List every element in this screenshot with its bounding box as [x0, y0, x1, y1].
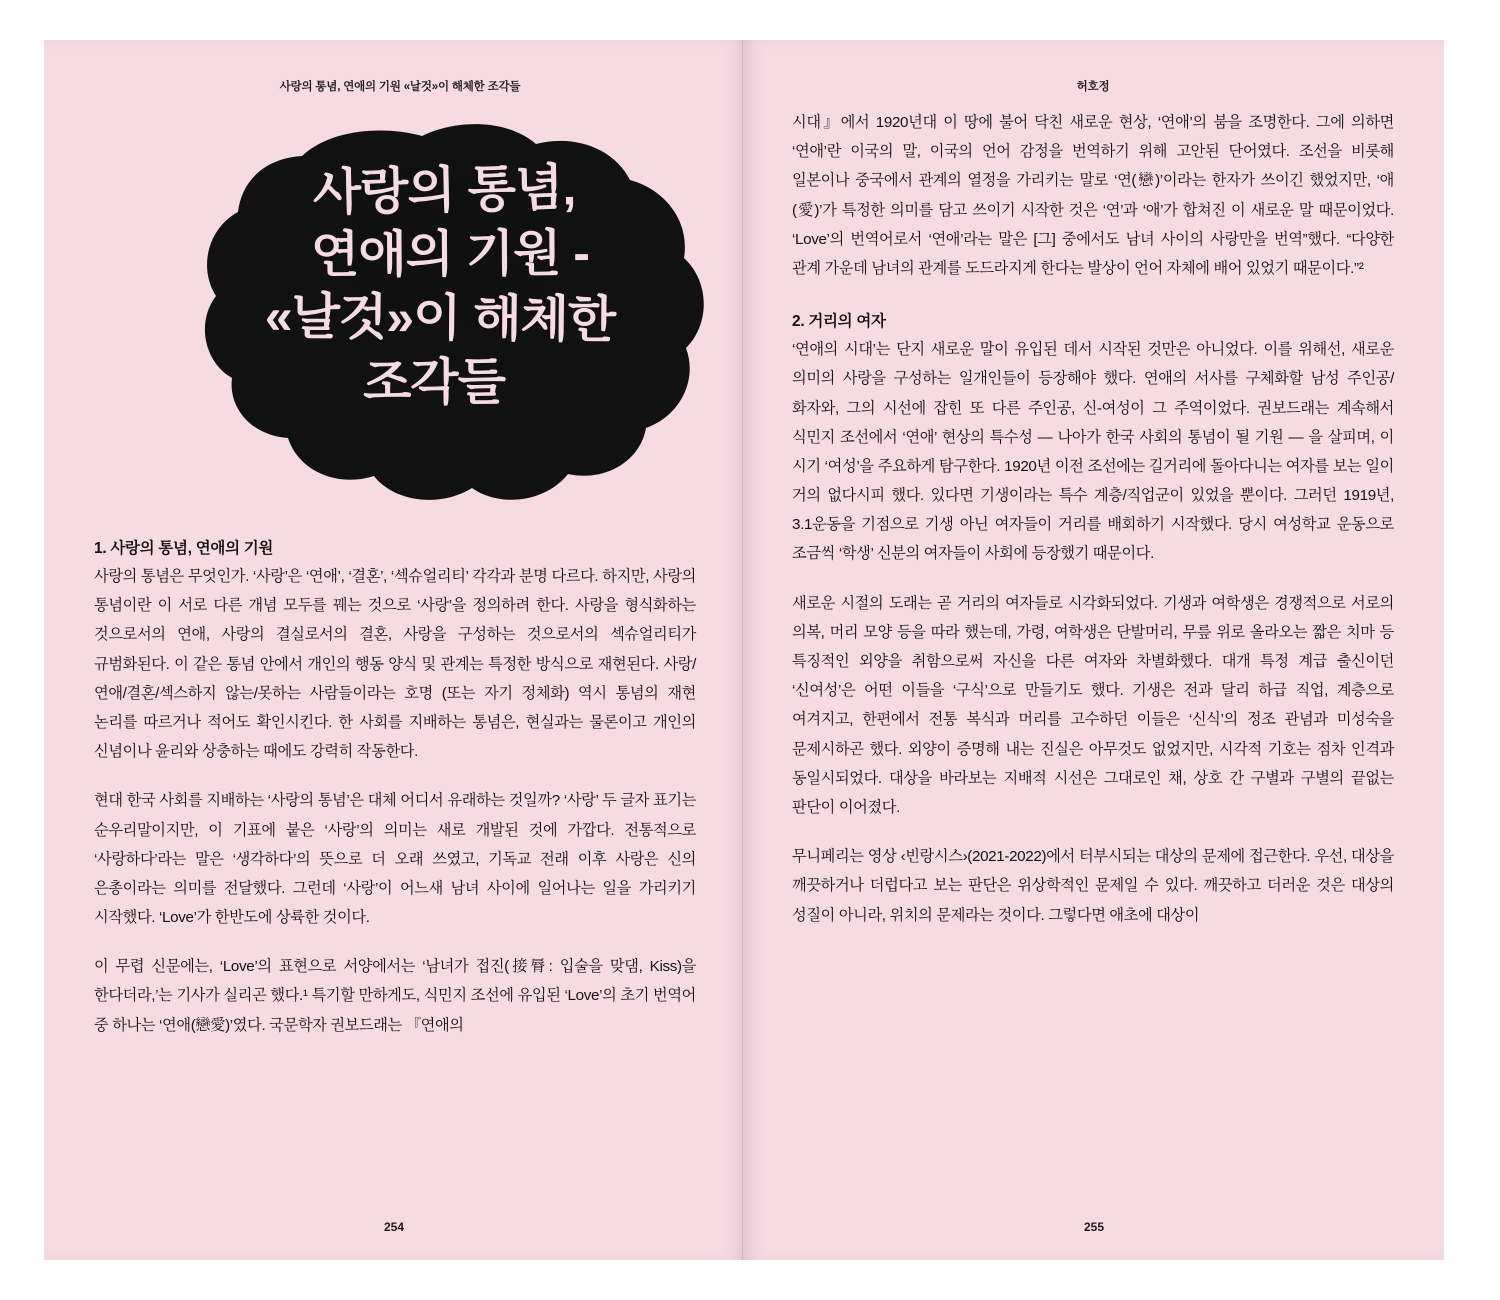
running-head-left: 사랑의 통념, 연애의 기원 «날것»이 해체한 조각들: [279, 81, 521, 93]
paragraph: 새로운 시절의 도래는 곧 거리의 여자들로 시각화되었다. 기생과 여학생은 경쟁적으로 서로의 의복, 머리 모양 등을 따라 했는데, 가령, 여학생은 단발머리, 무릎 위로 올라오는 짧은 치마 등 특징적인 외양을 취함으로써 자신을 다른 여자와 차별화했다. 대개 특정 계급 출신이던 ‘신여성’은 어떤 이들을 ‘구식’으로 만들기도 했다. 기생은 전과 달리 하급 직업, 계층으로 여겨지고, 한편에서 전통 복식과 머리를 고수하던 이들은 ‘신식’의 정조 관념과 미성숙을 문제시하곤 했다. 외양이 증명해 내는 진실은 아무것도 없었지만, 시각적 기호는 점차 인격과 동일시되었다. 대상을 바라보는 지배적 시선은 그대로인 채, 상호 간 구별과 구별의 끝없는 판단이 이어졌다.: [792, 594, 1394, 816]
paragraph: ‘연애의 시대’는 단지 새로운 말이 유입된 데서 시작된 것만은 아니었다. 이를 위해선, 새로운 의미의 사랑을 구성하는 일개인들이 등장해야 했다. 연애의 서사를 구체화할 남성 주인공/화자와, 그의 시선에 잡힌 또 다른 주인공, 신-여성이 그 주역이었다. 권보드래는 계속해서 식민지 조선에서 ‘연애’ 현상의 특수성 — 나아가 한국 사회의 통념이 될 기원 — 을 살피며, 이 시기 ‘여성’을 주요하게 탐구한다. 1920년 이전 조선에는 길거리에 돌아다니는 여자를 보는 일이 거의 없다시피 했다. 있다면 기생이라는 특수 계층/직업군이 있었을 뿐이다. 그러던 1919년, 3.1운동을 기점으로 기생 아닌 여자들이 거리를 배회하기 시작했다. 당시 여성학교 운동으로 조금씩 ‘학생’ 신분의 여자들이 사회에 등장했기 때문이다.: [792, 341, 1394, 563]
paragraph: 현대 한국 사회를 지배하는 ‘사랑의 통념’은 대체 어디서 유래하는 것일까? ‘사랑’ 두 글자 표기는 순우리말이지만, 이 기표에 붙은 ‘사랑’의 의미는 새로 개발된 것에 가깝다. 전통적으로 ‘사랑하다’라는 말은 ‘생각하다’의 뜻으로 더 오래 쓰였고, 기독교 전래 이후 사랑은 신의 은총이라는 의미를 전달했다. 그런데 ‘사랑’이 어느새 남녀 사이에 일어나는 일을 가리키기 시작했다. ‘Love’가 한반도에 상륙한 것이다.: [94, 792, 696, 927]
running-head-right: 허호정: [1076, 81, 1110, 93]
paragraph: 사랑의 통념은 무엇인가. ‘사랑’은 ‘연애’, ‘결혼’, ‘섹슈얼리티’ 각각과 분명 다르다. 하지만, 사랑의 통념이란 이 서로 다른 개념 모두를 꿰는 것으로 ‘사랑’을 정의하려 한다. 사랑을 형식화하는 것으로서의 연애, 사랑의 결실로서의 결혼, 사랑을 구성하는 것으로서의 섹슈얼리티가 규범화된다. 이 같은 통념 안에서 개인의 행동 양식 및 관계는 특정한 방식으로 재현된다. 사랑/연애/결혼/섹스하지 않는/못하는 사람들이라는 호명 (또는 자기 정체화) 역시 통념의 재현 논리를 따르거나 적어도 확인시킨다. 한 사회를 지배하는 통념은, 현실과는 물론이고 개인의 신념이나 윤리와 상충하는 때에도 강력히 작동한다.: [94, 568, 696, 761]
page-number-left: 254: [383, 1220, 405, 1234]
right-page: [744, 40, 1444, 1260]
page-number-right: 255: [1083, 1220, 1105, 1234]
section-heading-2: 2. 거리의 여자: [792, 313, 886, 331]
paragraph: 이 무렵 신문에는, ‘Love’의 표현으로 서양에서는 ‘남녀가 접진(接脣: 입술을 맞댐, Kiss)을 한다더라,’는 기사가 실리곤 했다.¹ 특기할 만하게도, 식민지 조선에 유입된 ‘Love’의 초기 번역어 중 하나는 ‘연애(戀愛)’였다. 국문학자 권보드래는 『연애의: [94, 958, 696, 1034]
paragraph: 무니페리는 영상 ‹빈랑시스›(2021-2022)에서 터부시되는 대상의 문제에 접근한다. 우선, 대상을 깨끗하거나 더럽다고 보는 판단은 위상학적인 문제일 수 있다. 깨끗하고 더러운 것은 대상의 성질이 아니라, 위치의 문제라는 것이다. 그렇다면 애초에 대상이: [792, 848, 1394, 924]
left-body: [94, 536, 696, 1040]
right-body: [792, 108, 1394, 930]
left-page: [44, 40, 744, 1260]
paragraph: 시대』에서 1920년대 이 땅에 불어 닥친 새로운 현상, ‘연애’의 붐을 조명한다. 그에 의하면 ‘연애’란 이국의 말, 이국의 언어 감정을 번역하기 위해 고안된 단어였다. 조선을 비롯해 일본이나 중국에서 관계의 열정을 가리키는 말로 ‘연(戀)’이라는 한자가 쓰이긴 했었지만, ‘애(愛)’가 특정한 의미를 담고 쓰이기 시작한 것은 ‘연’과 ‘애’가 합쳐진 이 새로운 말 때문이었다. ‘Love’의 번역어로서 ‘연애’라는 말은 [그] 중에서도 남녀 사이의 사랑만을 번역”했다. “다양한 관계 가운데 남녀의 관계를 도드라지게 한다는 발상이 언어 자체에 배어 있었기 때문이다.”²: [792, 114, 1394, 277]
section-heading-1: 1. 사랑의 통념, 연애의 기원: [94, 540, 274, 557]
title-artwork: [154, 110, 734, 510]
article-title: 사랑의 통념, 연애의 기원 - «날것»이 해체한 조각들: [264, 159, 616, 411]
